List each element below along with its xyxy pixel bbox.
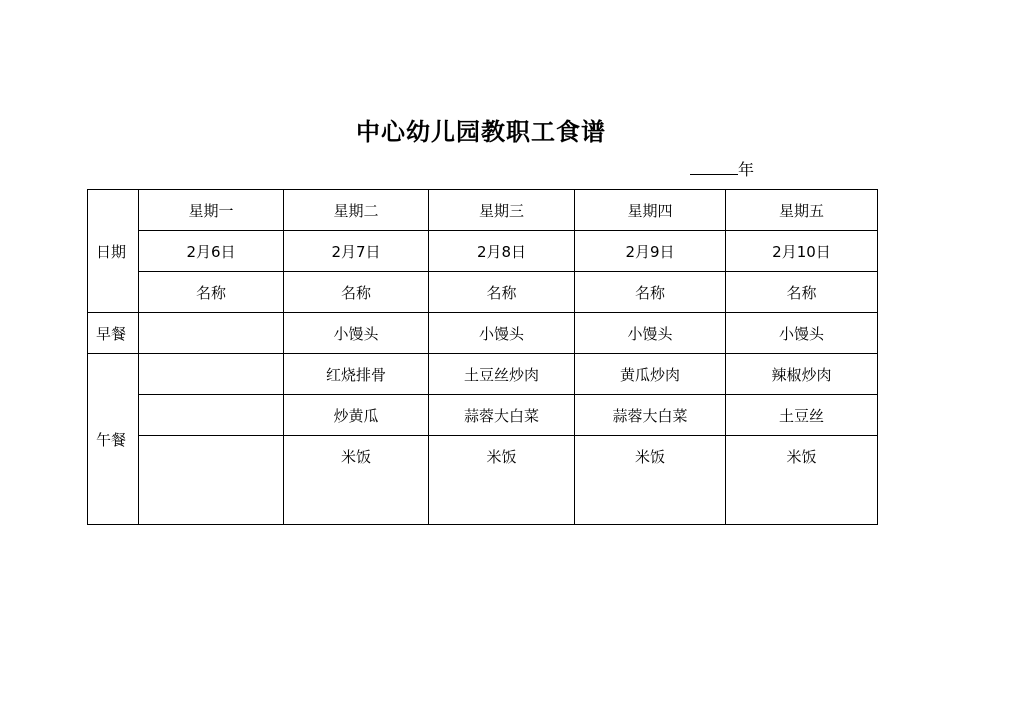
breakfast-cell: 小馒头 — [726, 313, 878, 354]
lunch-cell: 米饭 — [284, 436, 429, 525]
page-title: 中心幼儿园教职工食谱 — [356, 117, 606, 146]
row-label-lunch: 午餐 — [88, 354, 139, 525]
lunch-cell: 辣椒炒肉 — [726, 354, 878, 395]
lunch-cell: 黄瓜炒肉 — [575, 354, 726, 395]
name-header-cell: 名称 — [284, 272, 429, 313]
lunch-cell: 米饭 — [575, 436, 726, 525]
date-cell: 2月6日 — [139, 231, 284, 272]
date-cell: 2月7日 — [284, 231, 429, 272]
breakfast-cell — [139, 313, 284, 354]
row-label-breakfast: 早餐 — [88, 313, 139, 354]
name-header-cell: 名称 — [139, 272, 284, 313]
lunch-cell: 红烧排骨 — [284, 354, 429, 395]
year-blank-line — [690, 158, 738, 175]
lunch-cell — [139, 436, 284, 525]
year-field — [690, 158, 754, 182]
date-row — [88, 231, 878, 272]
name-header-cell: 名称 — [429, 272, 575, 313]
date-cell: 2月8日 — [429, 231, 575, 272]
lunch-row-2 — [88, 395, 878, 436]
date-cell: 2月10日 — [726, 231, 878, 272]
lunch-cell: 土豆丝炒肉 — [429, 354, 575, 395]
breakfast-cell: 小馒头 — [284, 313, 429, 354]
name-header-row — [88, 272, 878, 313]
menu-table — [87, 189, 878, 525]
lunch-row-3 — [88, 436, 878, 525]
year-suffix: 年 — [738, 160, 755, 179]
lunch-cell: 炒黄瓜 — [284, 395, 429, 436]
weekday-cell: 星期一 — [139, 190, 284, 231]
weekday-row — [88, 190, 878, 231]
date-cell: 2月9日 — [575, 231, 726, 272]
weekday-cell: 星期三 — [429, 190, 575, 231]
lunch-cell — [139, 354, 284, 395]
name-header-cell: 名称 — [575, 272, 726, 313]
weekday-cell: 星期五 — [726, 190, 878, 231]
row-label-date: 日期 — [88, 190, 139, 313]
breakfast-cell: 小馒头 — [429, 313, 575, 354]
lunch-cell: 米饭 — [429, 436, 575, 525]
breakfast-row — [88, 313, 878, 354]
name-header-cell: 名称 — [726, 272, 878, 313]
weekday-cell: 星期二 — [284, 190, 429, 231]
lunch-cell: 蒜蓉大白菜 — [575, 395, 726, 436]
lunch-cell: 土豆丝 — [726, 395, 878, 436]
lunch-cell: 米饭 — [726, 436, 878, 525]
breakfast-cell: 小馒头 — [575, 313, 726, 354]
weekday-cell: 星期四 — [575, 190, 726, 231]
lunch-cell: 蒜蓉大白菜 — [429, 395, 575, 436]
lunch-row-1 — [88, 354, 878, 395]
lunch-cell — [139, 395, 284, 436]
